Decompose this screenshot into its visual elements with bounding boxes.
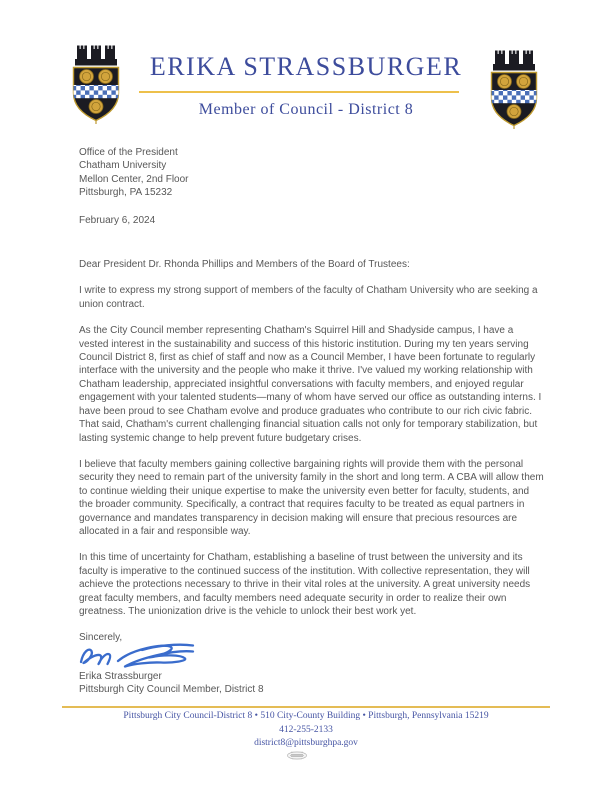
- header-divider-rule: [139, 91, 459, 93]
- recipient-line: Office of the President: [79, 147, 178, 158]
- recipient-line: Pittsburgh, PA 15232: [79, 187, 173, 199]
- paragraph: As the City Council member representing Chatham's Squirrel Hill and Shadyside campus, I have a vested interest in the sustainability and success of this historic institution. During my ten years serving Council District 8, first as chief of staff and now as a Council Member, I have been fortunate to regularly interface with the university and the people who make it thrive. I've valued my working relationship with Chatham leadership, appreciated insightful conversations with faculty members, and enjoyed regular engagement with your talented students—many of whom have served our office as outstanding interns. I have been proud to see Chatham evolve and produce graduates who contribute to our rich civic fabric. That said, Chatham's current challenging financial situation calls not only for temporary stabilization, but lasting systemic change to help prevent future budgetary crises.: [79, 325, 542, 444]
- signer-title: Pittsburgh City Council Member, District 8: [79, 684, 264, 696]
- letterhead-name: ERIKA STRASSBURGER: [149, 52, 463, 81]
- footer-phone: 412-255-2133: [279, 724, 333, 735]
- footer-contact-block: [0, 710, 612, 751]
- paragraph: I write to express my strong support of members of the faculty of Chatham University who are seeking a union contract.: [79, 285, 538, 310]
- footer-email: district8@pittsburghpa.gov: [254, 738, 358, 748]
- closing-block: [79, 631, 545, 696]
- letter-date: February 6, 2024: [79, 214, 156, 226]
- footer-address: Pittsburgh City Council-District 8 • 510 City-County Building • Pittsburgh, Pennsylvania 15219: [123, 711, 489, 721]
- letterhead-subtitle: Member of Council - District 8: [198, 101, 414, 118]
- recipient-line: Chatham University: [79, 160, 167, 172]
- recipient-address-block: [79, 146, 545, 200]
- footer-divider-rule: [62, 706, 550, 708]
- paragraph: I believe that faculty members gaining collective bargaining rights will provide them with the personal security they need to remain part of the university family in the short and long term. A CBA will allow them to continue wielding their unique expertise to make the university even better for faculty, students, and the broader community. Specifically, a contract that requires faculty to be treated as equal partners in governance and mandates transparency in decision making will ensure that precious resources are allocated in a fair and responsible way.: [79, 458, 544, 537]
- letter-body: [79, 146, 545, 697]
- salutation: Dear President Dr. Rhonda Phillips and Members of the Board of Trustees:: [79, 259, 410, 271]
- paragraph: In this time of uncertainty for Chatham, establishing a baseline of trust between the university and its faculty is imperative to the continued success of the institution. With collective representation, they will achieve the protections necessary to thrive in their vital roles at the university. A great university needs great faculty members, and faculty members need adequate security in order to realize their own greatness. The unionization drive is the vehicle to unlock their best work yet.: [79, 552, 531, 617]
- signer-name: Erika Strassburger: [79, 670, 162, 682]
- recipient-line: Mellon Center, 2nd Floor: [79, 173, 189, 185]
- union-printers-bug-icon: [286, 750, 308, 761]
- valediction: Sincerely,: [79, 632, 123, 644]
